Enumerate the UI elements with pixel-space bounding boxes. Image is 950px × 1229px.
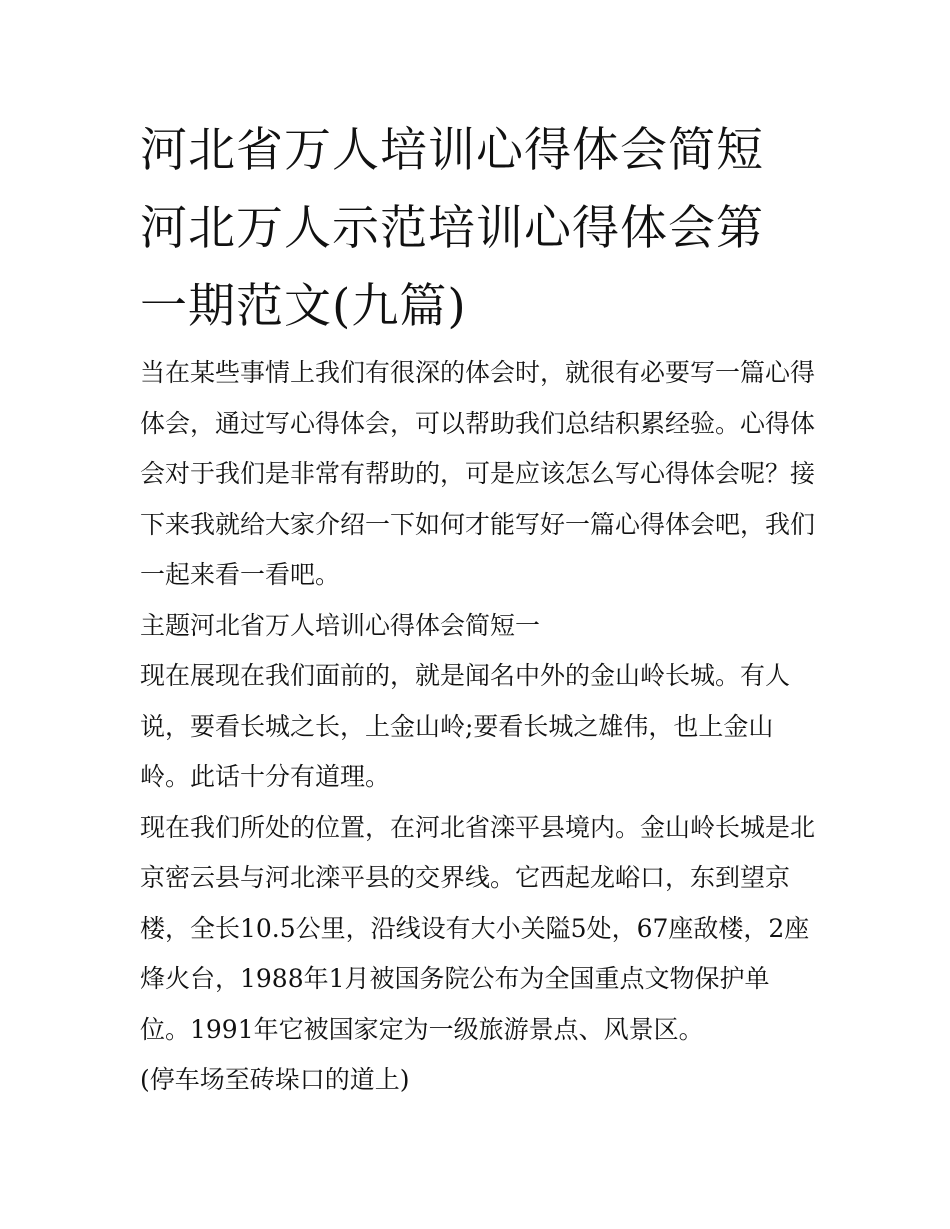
text-line: 当在某些事情上我们有很深的体会时，就很有必要写一篇心得 xyxy=(140,358,816,387)
document-page xyxy=(140,112,820,1106)
body-paragraph xyxy=(140,803,820,1056)
intro-paragraph xyxy=(140,348,820,601)
text-line: (停车场至砖垛口的道上) xyxy=(140,1065,410,1094)
text-line: 会对于我们是非常有帮助的，可是应该怎么写心得体会呢？接 xyxy=(140,459,816,488)
title-line: 一期范文(九篇) xyxy=(140,279,467,334)
text-line: 一起来看一看吧。 xyxy=(140,560,341,589)
title-line: 河北省万人培训心得体会简短 xyxy=(140,123,764,178)
text-line: 楼，全长10.5公里，沿线设有大小关隘5处，67座敌楼，2座 xyxy=(140,913,810,943)
document-title xyxy=(140,112,820,346)
text-line: 体会，通过写心得体会，可以帮助我们总结积累经验。心得体 xyxy=(140,408,816,438)
body-paragraph xyxy=(140,651,820,803)
text-line: 下来我就给大家介绍一下如何才能写好一篇心得体会吧，我们 xyxy=(140,509,816,539)
text-line: 岭。此话十分有道理。 xyxy=(140,762,391,791)
section-heading xyxy=(140,601,820,652)
body-paragraph xyxy=(140,1055,820,1106)
text-line: 主题河北省万人培训心得体会简短一 xyxy=(140,610,541,640)
text-line: 烽火台，1988年1月被国务院公布为全国重点文物保护单 xyxy=(140,964,770,993)
text-line: 位。1991年它被国家定为一级旅游景点、风景区。 xyxy=(140,1014,704,1044)
text-line: 说，要看长城之长，上金山岭;要看长城之雄伟，也上金山 xyxy=(140,711,774,741)
text-line: 京密云县与河北滦平县的交界线。它西起龙峪口，东到望京 xyxy=(140,863,791,892)
title-line: 河北万人示范培训心得体会第 xyxy=(140,201,764,256)
text-line: 现在展现在我们面前的，就是闻名中外的金山岭长城。有人 xyxy=(140,661,791,690)
text-line: 现在我们所处的位置，在河北省滦平县境内。金山岭长城是北 xyxy=(140,812,816,842)
